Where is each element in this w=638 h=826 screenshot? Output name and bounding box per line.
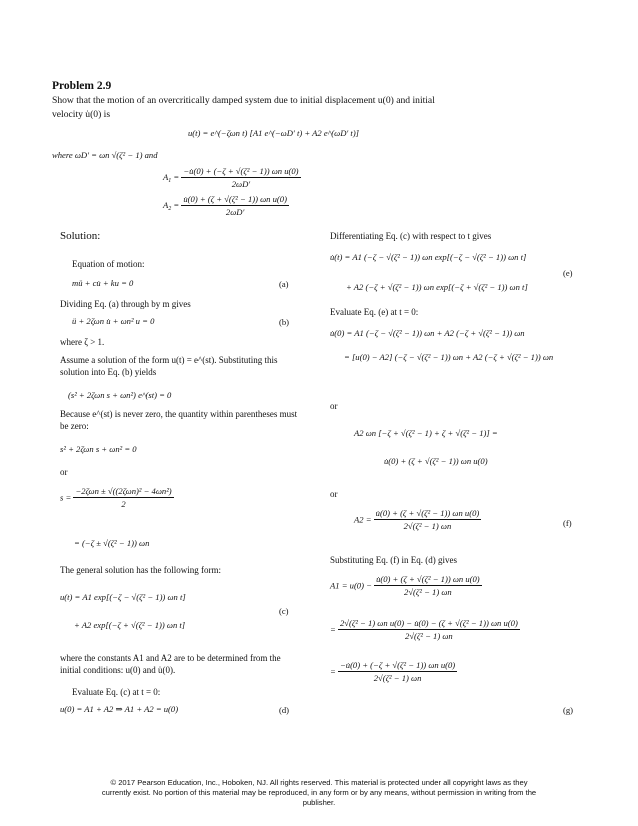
s-lhs: s =: [60, 492, 72, 503]
substituted-equation: (s² + 2ζωn s + ωn²) e^(st) = 0: [68, 390, 172, 400]
equation-b: ü + 2ζωn u̇ + ωn² u = 0: [72, 316, 155, 326]
equation-e-line-1: u̇(t) = A1 (−ζ − √(ζ² − 1)) ωn exp[(−ζ − √(ζ² − 1)) ωn t]: [330, 252, 527, 262]
equation-or-line-1: A2 ωn [−ζ + √(ζ² − 1) + ζ + √(ζ² − 1)] =: [354, 428, 498, 438]
equation-d: u(0) = A1 + A2 ⇒ A1 + A2 = u(0): [60, 704, 179, 714]
evaluate-c-text: Evaluate Eq. (c) at t = 0:: [72, 687, 161, 697]
equation-e-tag: (e): [563, 268, 573, 278]
where-omega-d: where ωD′ = ωn √(ζ² − 1) and: [52, 150, 158, 160]
g2-denominator: 2√(ζ² − 1) ωn: [405, 631, 453, 641]
A2-final-denominator: 2√(ζ² − 1) ωn: [403, 521, 452, 531]
problem-title: Problem 2.9: [52, 80, 112, 92]
equation-a-tag: (a): [279, 279, 289, 289]
equation-c-tag: (c): [279, 606, 289, 616]
solution-heading: Solution:: [60, 230, 101, 242]
g1-lhs: A1 = u(0) −: [330, 580, 372, 591]
copyright-footer: © 2017 Pearson Education, Inc., Hoboken, NJ. All rights reserved. This material is protected under all copyright laws as they currently exist. No portion of this material may be reproduced, in any form or by any means, without permission in writing from the publisher.: [101, 778, 537, 807]
substituting-text: Substituting Eq. (f) in Eq. (d) gives: [330, 555, 457, 565]
g1-numerator: u̇(0) + (ζ + √(ζ² − 1)) ωn u(0): [376, 574, 480, 584]
s-numerator: −2ζωn ± √((2ζωn)² − 4ωn²): [75, 486, 172, 496]
equation-c-line-1: u(t) = A1 exp[(−ζ − √(ζ² − 1)) ωn t]: [60, 592, 186, 602]
statement-line-1: Show that the motion of an overcritically damped system due to initial displacement u(0) and initial: [52, 95, 435, 106]
or-3: or: [330, 489, 338, 499]
A2-final: [354, 508, 481, 531]
characteristic-equation: s² + 2ζωn s + ωn² = 0: [60, 444, 137, 454]
equation-g-line-2: = $\frac{\text{2√(ζ² − 1) ωn u(0) − u̇(0) − (ζ + √(ζ² − 1)) ωn u(0)}}{\text{2√(ζ² − 1) ωn}}$: [330, 618, 518, 641]
equation-b-tag: (b): [279, 317, 290, 327]
divide-text: Dividing Eq. (a) through by m gives: [60, 299, 191, 309]
equation-g-line-3: = $\frac{\text{−u̇(0) + (−ζ + √(ζ² − 1)) ωn u(0)}}{\text{2√(ζ² − 1) ωn}}$: [330, 660, 456, 683]
A2-final-numerator: u̇(0) + (ζ + √(ζ² − 1)) ωn u(0): [375, 508, 480, 518]
s-denominator: 2: [121, 499, 126, 509]
equation-g-tag: (g): [563, 705, 574, 715]
A2-numerator: u̇(0) + (ζ + √(ζ² − 1)) ωn u(0): [183, 194, 287, 204]
equation-a: mü + cu̇ + ku = 0: [72, 278, 134, 288]
A1-numerator: −u̇(0) + (−ζ + √(ζ² − 1)) ωn u(0): [183, 166, 299, 176]
or-1: or: [60, 467, 68, 477]
equation-g-line-1: [330, 574, 482, 597]
A2-denominator: 2ωD′: [225, 207, 245, 217]
assume-text: Assume a solution of the form u(t) = e^(st). Substituting this solution into Eq. (b) yields: [60, 355, 278, 377]
g3-denominator: 2√(ζ² − 1) ωn: [373, 673, 422, 683]
equation-c-line-2: + A2 exp[(−ζ + √(ζ² − 1)) ωn t]: [74, 620, 186, 630]
equation-e0-line-2: = [u(0) − A2] (−ζ − √(ζ² − 1)) ωn + A2 (−ζ + √(ζ² − 1)) ωn: [344, 352, 554, 362]
general-solution-text: The general solution has the following form:: [60, 565, 221, 575]
equation-d-tag: (d): [279, 705, 290, 715]
problem-statement: [52, 94, 592, 122]
eom-label: Equation of motion:: [72, 259, 145, 269]
A2-final-lhs: A2 =: [354, 514, 372, 525]
where-zeta: where ζ > 1.: [60, 337, 105, 347]
A1-definition: $A_1$ = $\frac{\text{−u̇(0) + (−ζ + √(ζ² − 1)) ωn u(0)}}{2\omega D'}$: [163, 166, 299, 189]
because-text: Because e^(st) is never zero, the quantity within parentheses must be zero:: [60, 409, 298, 431]
g2-numerator: 2√(ζ² − 1) ωn u(0) − u̇(0) − (ζ + √(ζ² − 1)) ωn u(0): [339, 618, 518, 628]
A2-definition: $A_2$ = $\frac{\text{u̇(0) + (ζ + √(ζ² − 1)) ωn u(0)}}{2\omega D'}$: [163, 194, 287, 217]
equation-e0-line-1: u̇(0) = A1 (−ζ − √(ζ² − 1)) ωn + A2 (−ζ + √(ζ² − 1)) ωn: [330, 328, 525, 338]
A1-denominator: 2ωD′: [231, 179, 251, 189]
equation-or-line-2: u̇(0) + (ζ + √(ζ² − 1)) ωn u(0): [384, 456, 488, 466]
statement-line-2: velocity u̇(0) is: [52, 109, 111, 120]
differentiate-text: Differentiating Eq. (c) with respect to t gives: [330, 231, 492, 241]
g1-denominator: 2√(ζ² − 1) ωn: [404, 587, 452, 597]
or-2: or: [330, 401, 338, 411]
g3-numerator: −u̇(0) + (−ζ + √(ζ² − 1)) ωn u(0): [339, 660, 456, 670]
main-equation: u(t) = e^(−ζωn t) [A1 e^(−ωD′ t) + A2 e^(ωD′ t)]: [188, 128, 360, 138]
equation-f-tag: (f): [563, 518, 572, 528]
evaluate-e-text: Evaluate Eq. (e) at t = 0:: [330, 307, 419, 317]
constants-text: where the constants A1 and A2 are to be determined from the initial conditions: u(0) and u̇(0).: [60, 653, 281, 675]
s-roots-simplified: = (−ζ ± √(ζ² − 1)) ωn: [74, 538, 150, 548]
s-roots: [60, 486, 174, 509]
equation-e-line-2: + A2 (−ζ + √(ζ² − 1)) ωn exp[(−ζ + √(ζ² − 1)) ωn t]: [346, 282, 528, 292]
